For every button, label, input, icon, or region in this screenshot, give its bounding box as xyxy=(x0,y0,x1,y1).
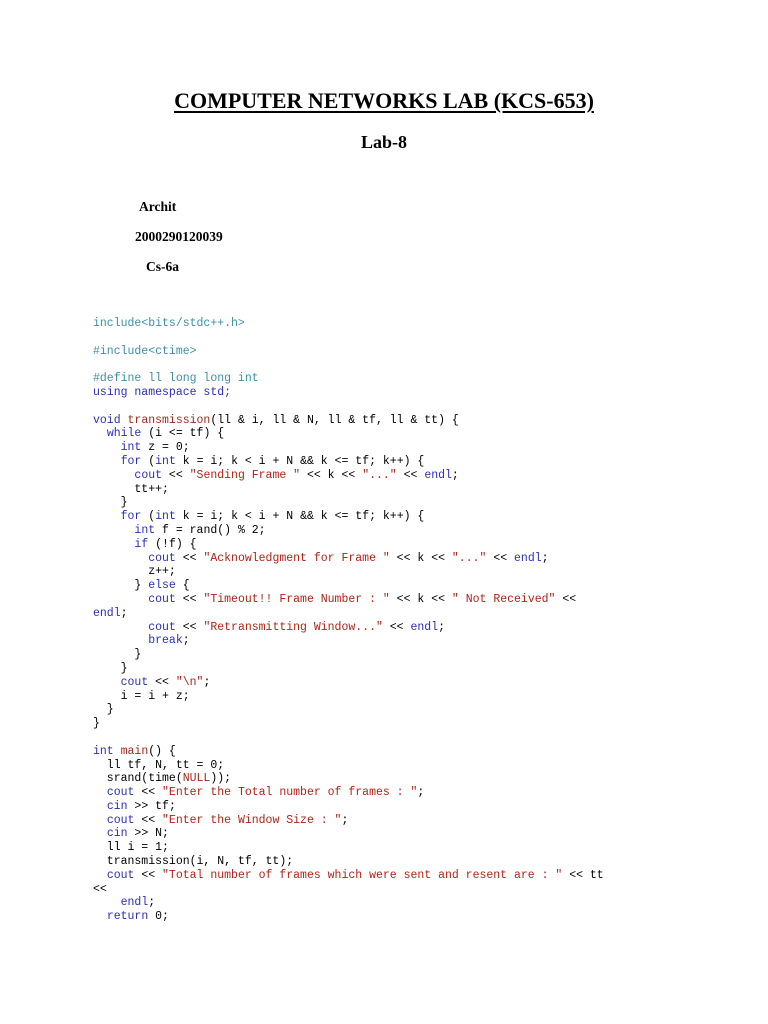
code-line xyxy=(93,827,753,841)
code-token: " Not Received" xyxy=(451,592,556,606)
code-token: "\n" xyxy=(175,675,204,689)
code-token: (!f) { xyxy=(148,537,197,551)
code-token: transmission(i, N, tf, tt); xyxy=(93,855,294,869)
code-token xyxy=(93,814,107,827)
code-token: } xyxy=(93,717,100,731)
code-token: break xyxy=(148,634,183,648)
code-token: cout xyxy=(106,868,135,882)
code-token: "Total number of frames which were sent and resent are : " xyxy=(162,868,563,882)
code-line xyxy=(93,855,753,869)
code-token: << tt xyxy=(562,868,604,882)
code-line xyxy=(93,883,753,897)
code-line xyxy=(93,703,753,717)
code-token: cout xyxy=(148,551,176,565)
code-line xyxy=(93,717,753,731)
code-token: << xyxy=(134,786,163,800)
code-line xyxy=(93,358,753,372)
code-line xyxy=(93,441,753,455)
code-line xyxy=(93,372,753,386)
code-token: int xyxy=(120,441,142,455)
code-token: include<bits/stdc++.h> xyxy=(93,317,245,330)
code-token: main xyxy=(120,744,149,758)
code-token: "Acknowledgment for Frame " xyxy=(203,551,390,565)
code-line xyxy=(93,565,753,579)
code-token: k = i; k < i + N && k <= tf; k++) { xyxy=(175,454,425,468)
code-token xyxy=(93,552,148,565)
code-line xyxy=(93,427,753,441)
code-token: << xyxy=(162,468,190,482)
code-line xyxy=(93,331,753,345)
code-token: >> tf; xyxy=(127,799,176,813)
code-token: k = i; k < i + N && k <= tf; k++) { xyxy=(175,510,425,524)
code-token: } xyxy=(93,579,149,593)
code-token: "Retransmitting Window..." xyxy=(203,620,383,634)
code-line xyxy=(93,690,753,704)
lab-number: Lab-8 xyxy=(360,132,407,152)
code-token: << k << xyxy=(389,551,452,565)
code-token: "Timeout!! Frame Number : " xyxy=(203,592,390,606)
code-token: if xyxy=(134,537,149,551)
code-line xyxy=(93,455,753,469)
code-line xyxy=(93,593,753,607)
code-line xyxy=(93,510,753,524)
code-token: f = rand() % 2; xyxy=(155,523,266,537)
code-token: int xyxy=(155,510,176,524)
code-token: endl xyxy=(120,896,149,910)
code-token: "Sending Frame " xyxy=(189,468,301,482)
code-token xyxy=(93,896,121,909)
code-token: transmission xyxy=(127,413,211,427)
code-token: ; xyxy=(341,813,349,827)
code-line xyxy=(93,731,753,745)
code-token: << xyxy=(175,620,204,634)
code-token: ; xyxy=(182,634,190,648)
code-line xyxy=(93,524,753,538)
section-label: Cs-6a xyxy=(146,259,179,274)
code-line xyxy=(93,745,753,759)
code-token: int xyxy=(155,454,176,468)
code-token: ; xyxy=(417,786,425,800)
code-line xyxy=(93,345,753,359)
code-token: cout xyxy=(106,786,135,800)
code-token: (i <= tf) { xyxy=(141,427,225,441)
code-token: ( xyxy=(141,510,156,524)
code-line xyxy=(93,759,753,773)
code-token xyxy=(93,510,121,523)
code-token xyxy=(93,869,107,882)
document-title: COMPUTER NETWORKS LAB (KCS-653) xyxy=(174,88,594,113)
code-token: ; xyxy=(451,468,459,482)
code-token: srand(time( xyxy=(93,772,183,786)
code-token: "..." xyxy=(451,551,487,565)
code-token: ll tf, N, tt = 0; xyxy=(93,758,225,772)
code-line xyxy=(93,786,753,800)
code-token xyxy=(93,621,148,634)
code-token: ll i = 1; xyxy=(93,841,169,855)
code-token: << xyxy=(175,551,204,565)
code-token: (ll & i, ll & N, ll & tf, ll & tt) { xyxy=(210,413,459,427)
code-token xyxy=(93,786,107,799)
code-line xyxy=(93,621,753,635)
code-line xyxy=(93,552,753,566)
code-line xyxy=(93,676,753,690)
code-token: 0; xyxy=(148,910,169,924)
code-token: endl xyxy=(93,606,121,620)
code-line xyxy=(93,400,753,414)
code-token: return xyxy=(106,910,149,924)
code-line xyxy=(93,414,753,428)
code-line xyxy=(93,869,753,883)
code-token: } xyxy=(93,661,128,675)
code-line xyxy=(93,772,753,786)
code-token xyxy=(93,634,148,647)
code-token: () { xyxy=(148,744,176,758)
code-token xyxy=(93,538,134,551)
code-token: cin xyxy=(106,799,128,813)
code-token xyxy=(93,827,107,840)
code-line xyxy=(93,896,753,910)
code-line xyxy=(93,469,753,483)
code-token xyxy=(93,593,148,606)
code-token: "Enter the Total number of frames : " xyxy=(162,786,418,800)
code-token: else xyxy=(148,579,176,593)
code-token: for xyxy=(120,454,142,468)
code-line xyxy=(93,386,753,400)
code-token: } xyxy=(93,496,128,510)
code-token: for xyxy=(120,510,142,524)
code-token: << k << xyxy=(389,592,452,606)
code-line xyxy=(93,483,753,497)
code-token: int xyxy=(93,744,121,758)
code-token xyxy=(93,469,134,482)
code-token: z = 0; xyxy=(141,441,190,455)
code-token: << xyxy=(382,620,411,634)
code-token: << xyxy=(93,882,107,896)
code-token: cout xyxy=(120,675,149,689)
code-token: endl xyxy=(410,620,439,634)
code-token: cin xyxy=(106,827,128,841)
code-token: #define ll long long int xyxy=(93,372,259,386)
code-line xyxy=(93,814,753,828)
code-token xyxy=(93,455,121,468)
code-token: void xyxy=(93,413,128,427)
code-line xyxy=(93,317,753,331)
roll-number: 2000290120039 xyxy=(135,229,223,244)
code-token: )); xyxy=(210,772,232,786)
code-token: z++; xyxy=(93,565,176,579)
code-token: } xyxy=(93,648,142,662)
code-token: ; xyxy=(120,606,128,620)
code-token: } xyxy=(93,703,114,717)
code-listing xyxy=(93,317,753,924)
code-token: endl xyxy=(424,468,452,482)
code-token: while xyxy=(106,427,142,441)
code-token: << xyxy=(396,468,425,482)
code-token: using namespace std; xyxy=(93,385,232,399)
code-token xyxy=(93,427,107,440)
code-token: << k << xyxy=(300,468,363,482)
code-line xyxy=(93,800,753,814)
code-line xyxy=(93,496,753,510)
code-token: endl xyxy=(514,551,542,565)
code-token: int xyxy=(134,523,156,537)
code-token: NULL xyxy=(182,772,211,786)
code-token xyxy=(93,524,134,537)
code-line xyxy=(93,538,753,552)
code-line xyxy=(93,607,753,621)
code-token: cout xyxy=(106,813,135,827)
code-token: { xyxy=(175,579,190,593)
code-token: ( xyxy=(141,454,156,468)
code-token: cout xyxy=(134,468,163,482)
code-token: ; xyxy=(148,896,156,910)
code-token: << xyxy=(486,551,515,565)
code-token: ; xyxy=(541,551,549,565)
code-token: "..." xyxy=(362,468,397,482)
code-line xyxy=(93,634,753,648)
code-line xyxy=(93,579,753,593)
code-token: cout xyxy=(148,592,176,606)
code-line xyxy=(93,648,753,662)
code-line xyxy=(93,910,753,924)
code-token: << xyxy=(134,868,163,882)
code-token: i = i + z; xyxy=(93,689,190,703)
code-token: "Enter the Window Size : " xyxy=(162,813,342,827)
code-line xyxy=(93,841,753,855)
code-line xyxy=(93,662,753,676)
code-token: #include<ctime> xyxy=(93,344,197,358)
code-token: cout xyxy=(148,620,176,634)
code-token: ; xyxy=(203,675,211,689)
code-token xyxy=(93,676,121,689)
code-token: << xyxy=(134,813,163,827)
code-token: ; xyxy=(438,620,445,634)
code-token: << xyxy=(175,592,204,606)
code-token: >> N; xyxy=(127,827,169,841)
code-token xyxy=(93,800,107,813)
code-token: << xyxy=(555,592,577,606)
code-token: tt++; xyxy=(93,482,169,496)
code-token xyxy=(93,441,121,454)
code-token: << xyxy=(148,675,176,689)
code-token xyxy=(93,910,107,923)
student-name: Archit xyxy=(139,199,177,214)
